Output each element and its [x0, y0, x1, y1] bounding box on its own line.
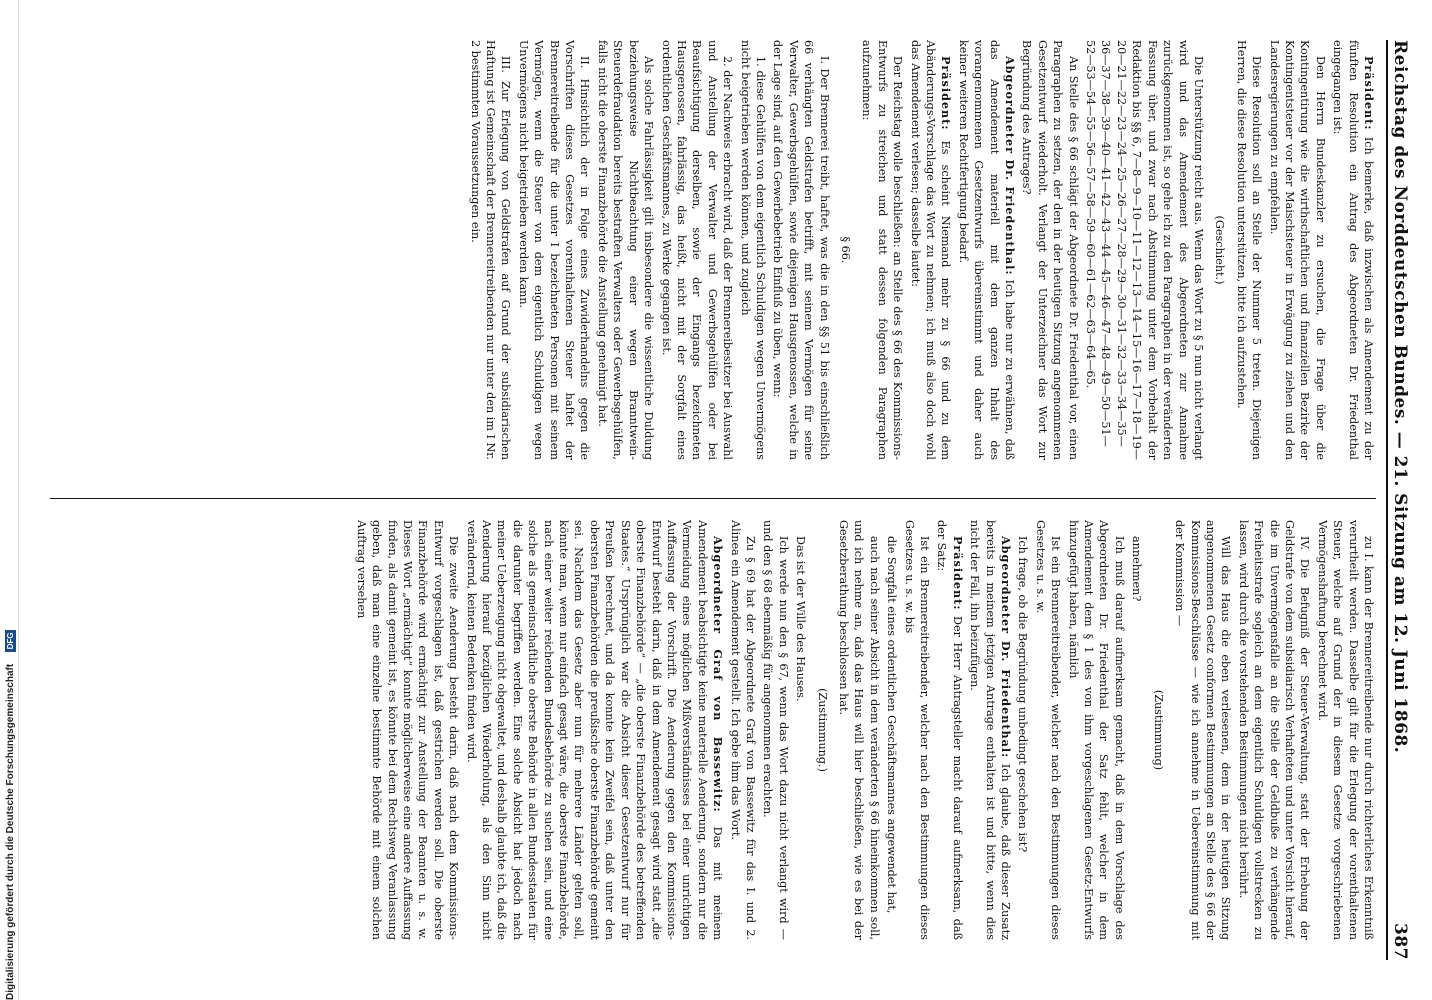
sidebar-caption: Digitalisierung gefördert durch die Deutsche Forschungsgemeinschaft — [4, 663, 16, 1000]
speaker-name: Abgeordneter Dr. Friedenthal: — [999, 536, 1014, 759]
centered-line — [1150, 520, 1165, 940]
paragraph-text: I. Der Brennerei treibt, haftet, was die in den §§ 51 bis einschließlich 66 verhängten Geldstrafen betrifft, mit seinem Vermögen für seine Verwalter, Gewerbsgehülfen, sowie diejenigen Hausgenossen, welche in der Lage sind, auf den Gewerbebetrieb Einfluß zu üben, wenn: — [771, 40, 831, 460]
speaker-name: Präsident: — [939, 56, 954, 131]
paragraph-text: An Stelle des § 66 schlägt der Abgeordnete Dr. Friedenthal vor, einen Paragraphen zu setzen, der den in der heutigen Sitzung angenommenen Gesetzentwurf wiederholt. Verlangt der Unterzeichner das Wort zur Begründung des Antrages? — [1020, 40, 1080, 460]
paragraph — [793, 520, 808, 940]
paragraph-text: Ich bemerke, daß inzwischen als Amendement zu der fünften Resolution ein Antrag des Abgeordneten Dr. Friedenthal eingegangen ist: — [1331, 40, 1375, 460]
paragraph-text: die Sorgfalt eines ordentlichen Geschäftsmannes angewendet hat, — [885, 536, 899, 914]
paragraph — [1019, 40, 1081, 460]
paragraph — [760, 520, 791, 940]
paragraph-text: Das ist der Wille des Hauses. — [794, 536, 808, 702]
page-number: 387 — [1390, 923, 1410, 960]
paragraph-text: auch nach seiner Absicht in dem veränderten § 66 hineinkommen soll, und ich nehme an, daß das Haus will hier beschließen, wie es bei der Gesetzberathung beschlossen hat. — [837, 520, 881, 940]
paragraph-text: Zu § 69 hat der Abgeordnete Graf von Bassewitz für das I. und 2. Alinea ein Amendement gestellt. Ich gebe ihm das Wort. — [728, 520, 757, 940]
paragraph-text: Die Unterstützung reicht aus. Wenn das Wort zu § 5 nun nicht verlangt wird und das Amendement des Abgeordneten zur Annahme zurückgenommen ist, so gehe ich zu den Paragraphen in der veränderten Fassung über, und zwar nach Abstimmung unter dem Vorbehalt der Redaktion bis §§ 6, 7—8—9—10—11—12—13—14—15—16—17—18—19—20—21—22—23—24—25—26—27—28—29—30—31—32—33—34—35—36—37—38—39—40—41—42—43—44—45—46—47—48—49—50—51—52—53—54—55—56—57—58—59—60—61—62—63—64—65. — [1084, 40, 1205, 460]
paragraph — [1330, 40, 1376, 460]
paragraph-text: Ich werde nun den § 67, wenn das Wort dazu nicht verlangt wird — und den § 68 ebenmäßig für angenommen erachten. — [761, 520, 790, 940]
paragraph — [463, 520, 725, 940]
paragraph-text: Ich glaube, daß dieser Zusatz bereits in meinem jetzigen Antrage enthalten ist und bitte, wenn dies nicht der Fall, ihn beizufügen. — [968, 520, 1013, 940]
paragraph-text: 2. der Nachweis erbracht wird, daß der Brennereibesitzer bei Auswahl und Anstellung der Verwalter und Gewerbsgehülfen oder bei Beaufsichtigung derselben, sowie der Eingangs bezeichneten Hausgenossen, fahrlässig, das heißt, nicht mit der Sorgfalt eines ordentlichen Geschäftsmannes, zu Werke gegangen ist. — [659, 40, 735, 460]
paragraph-text: Ich habe nur zu erwähnen, daß das Amendement materiell mit dem ganzen Inhalt des vorangenommenen Gesetzentwurfs übereinstimmt und daher auch keiner weiteren Rechtfertigung bedarf. — [956, 40, 1017, 460]
paragraph-text: II. Hinsichtlich der in Folge eines Zuwiderhandelns gegen die Vorschriften dieses Gesetzes vorenthaltenen Steuer haftet der Brennereitreibende für die unter I bezeichneten Personen mit seinem Vermögen, wenn die Steuer von dem eigentlich Schuldigen wegen Unvermögens nicht beigetrieben werden kann. — [516, 40, 592, 460]
centered-line — [814, 520, 829, 940]
paragraph-text: (Geschieht.) — [1213, 215, 1227, 285]
paragraph — [353, 520, 461, 940]
paragraph-text: Ich frage, ob die Begründung unbedingt geschehen ist? — [1016, 536, 1030, 853]
document-page — [20, 0, 1420, 1000]
speaker-name: Präsident: — [1362, 56, 1376, 131]
paragraph-text: annehmen? — [1130, 536, 1144, 602]
paragraph-text: Den Herrn Bundeskanzler zu ersuchen, die Frage über die Kontingentirung wie die wirthschaftlichen und finanziellen Bezirke der Kontingentsteuer vor der Maischsteuer in Erwägung zu ziehen und den Landesregierungen zu empfehlen. — [1267, 40, 1327, 460]
paragraph — [907, 40, 953, 460]
sidebar — [0, 0, 19, 1000]
paragraph — [836, 520, 882, 940]
paragraph — [901, 520, 932, 940]
paragraph — [1032, 520, 1063, 940]
speaker-name: Abgeordneter Graf von Bassewitz: — [711, 536, 726, 813]
right-column — [40, 520, 1376, 940]
paragraph — [1015, 520, 1030, 940]
paragraph — [955, 40, 1017, 460]
column-divider — [50, 498, 1376, 499]
speaker-name: Präsident: — [950, 536, 965, 611]
dfg-logo: DFG — [5, 630, 16, 652]
paragraph-text: Diese Resolution soll an Stelle der Nummer 5 treten. Diejenigen Herren, die diese Resolution unterstützen, bitte ich aufzustehen. — [1234, 40, 1264, 460]
paragraph-text: § 66. — [839, 236, 852, 264]
paragraph-text: Das mit meinem Amendement beabsichtigte keine materielle Aenderung, sondern nur die Vermeidung eines möglichen Mißverständnisses bei einer unrichtigen Auffassung der Vorschrift. Die Aenderung gegen den Kommissions-Entwurf besteht darin, daß in dem Amendement gesagt wird statt „die oberste Finanzbehörde“ — „die oberste Finanzbehörde des betreffenden Staates.“ Ursprünglich war die Absicht dieser Gesetzentwurf nur für Preußen berechnet, und da konnte kein Zweifel sein, daß unter den obersten Finanzbehörden die preußische oberste Finanzbehörde gemeint sei. Nachdem das Gesetz aber nun für mehrere Länder gelten soll, könnte man, wenn nur einfach gesagt wäre, die oberste Finanzbehörde, nach einer weiter reichenden Bundesbehörde zu suchen sein, und eine solche als gemeinschaftliche oberste Behörde in allen Bundesstaaten für die darunter begriffen werden. Eine solche Absicht hat jedoch nach meiner Ueberzeugung nicht obgewaltet, und deshalb glaubte ich, daß die Aenderung hierauf bezüglichen Wiederholung, als den Sinn nicht verändernd, keinen Bedenken finden wird. — [464, 520, 725, 940]
paragraph — [1065, 520, 1127, 940]
paragraph — [1233, 40, 1264, 460]
paragraph — [1266, 40, 1328, 460]
paragraph-text: (Zustimmung.) — [815, 688, 829, 772]
speaker-name: Abgeordneter Dr. Friedenthal: — [1003, 56, 1018, 276]
paragraph — [1314, 520, 1376, 940]
paragraph — [1083, 40, 1206, 460]
paragraph — [1129, 520, 1144, 940]
paragraph — [595, 40, 657, 460]
paragraph-text: (Zustimmung) — [1151, 689, 1165, 771]
paragraph — [515, 40, 592, 460]
paragraph — [467, 40, 513, 460]
paragraph — [727, 520, 758, 940]
centered-line — [1212, 40, 1227, 460]
paragraph — [884, 520, 899, 940]
page-header — [1386, 40, 1412, 960]
paragraph-text: 1. diese Gehülfen von dem eigentlich Schuldigen wegen Unvermögens nicht beigetrieben werden können, und zugleich — [738, 40, 767, 460]
page-title: Reichstag des Norddeutschen Bundes. — 21. Sitzung am 12. Juni 1868. — [1390, 40, 1410, 754]
paragraph-text: Ich muß darauf aufmerksam gemacht, daß in dem Vorschlage des Abgeordneten Dr. Friedenthal der Satz fehlt, welcher in dem Amendement dem § 1 des von ihm vorgeschlagenen Gesetz-Entwurfs hinzugefügt haben, nämlich — [1066, 520, 1126, 940]
paragraph — [859, 40, 905, 460]
paragraph — [770, 40, 832, 460]
paragraph-text: Als solche Fahrlässigkeit gilt insbesondere die wissentliche Duldung beziehungsweise Nichtbeachtung einer wegen Branntwein-Steuerdefraudation bereits bestraften Verwalters oder Gewerbsgehülfen, falls nicht die oberste Finanzbehörde die Anstellung genehmigt hat. — [595, 40, 656, 460]
paragraph-text: IV. Die Befugniß der Steuer-Verwaltung, statt der Erhebung der Geldstrafe von dem subsidiarisch Verhafteten und unter Vorsicht hierauf, die im Unvermögensfalle an die Stelle der Geldbuße zu verhängende Freiheitsstrafe sogleich an dem eigentlich Schuldigen vollstrecken zu lassen, wird durch die vorstehenden Bestimmungen nicht berührt. — [1236, 520, 1312, 940]
left-column — [40, 40, 1376, 460]
sidebar-caption-row — [3, 0, 17, 1000]
paragraph-text: Die zweite Aenderung besteht darin, daß nach dem Kommissions-Entwurf vorgeschlagen ist, daß gestrichen werden soll. Die oberste Finanzbehörde wird ermächtigt zur Anstellung der Beamten u. s. w. Dieses Wort „ermächtigt“ konnte möglicherweise eine andere Auffassung finden, als damit gemeint ist, es könnte bei dem Rechtsweg Veranlassung geben, daß man eine einzelne bestimmte Behörde mit einem solchen Auftrag versehen — [354, 520, 461, 940]
paragraph — [967, 520, 1013, 940]
paragraph — [658, 40, 735, 460]
paragraph — [1172, 520, 1234, 940]
paragraph-text: Will das Haus die eben verlesenen, dem in der heutigen Sitzung angenommenen Gesetz conformen Bestimmungen an Stelle des § 66 der Kommissions-Beschlüsse — wie ich annehme in Uebereinstimmung mit der Kommission — — [1173, 520, 1233, 940]
paragraph-text: Ist ein Brennereitreibender, welcher nach den Bestimmungen dieses Gesetzes u. s. w. — [1033, 520, 1063, 940]
paragraph-text: zu I. kann der Brennereitreibende nur durch richterliches Erkenntniß verurtheilt werden. Dasselbe gilt für die Erlegung der vorenthaltenen Steuer, welche auf Grund der in diesem Gesetze vorgeschriebenen Vermögenshaftung berechnet wird. — [1315, 520, 1375, 940]
paragraph — [737, 40, 768, 460]
paragraph-text: Der Herr Antragsteller macht darauf aufmerksam, daß der Satz: — [935, 520, 964, 940]
paragraph-text: Es scheint Niemand mehr zu § 66 und zu dem Abänderungs-Vorschlage das Wort zu nehmen; ich muß also doch wohl das Amendement verlesen; dasselbe lautet: — [908, 40, 953, 460]
paragraph-text: Ist ein Brennereitreibender, welcher nach den Bestimmungen dieses Gesetzes u. s. w. bis — [902, 520, 932, 940]
centered-line — [838, 40, 853, 460]
paragraph — [934, 520, 965, 940]
paragraph-text: III. Zur Erlegung von Geldstrafen auf Grund der subsidiarischen Haftung ist Gemeinschaft der Brennereitreibenden nur unter den im I Nr. 2 bestimmten Voraussetzungen ein. — [468, 40, 513, 460]
paragraph — [1235, 520, 1312, 940]
paragraph-text: Der Reichstag wolle beschließen: an Stelle des § 66 des Kommissions-Entwurfs zu streichen und statt dessen folgenden Paragraphen aufzunehmen: — [860, 40, 905, 460]
